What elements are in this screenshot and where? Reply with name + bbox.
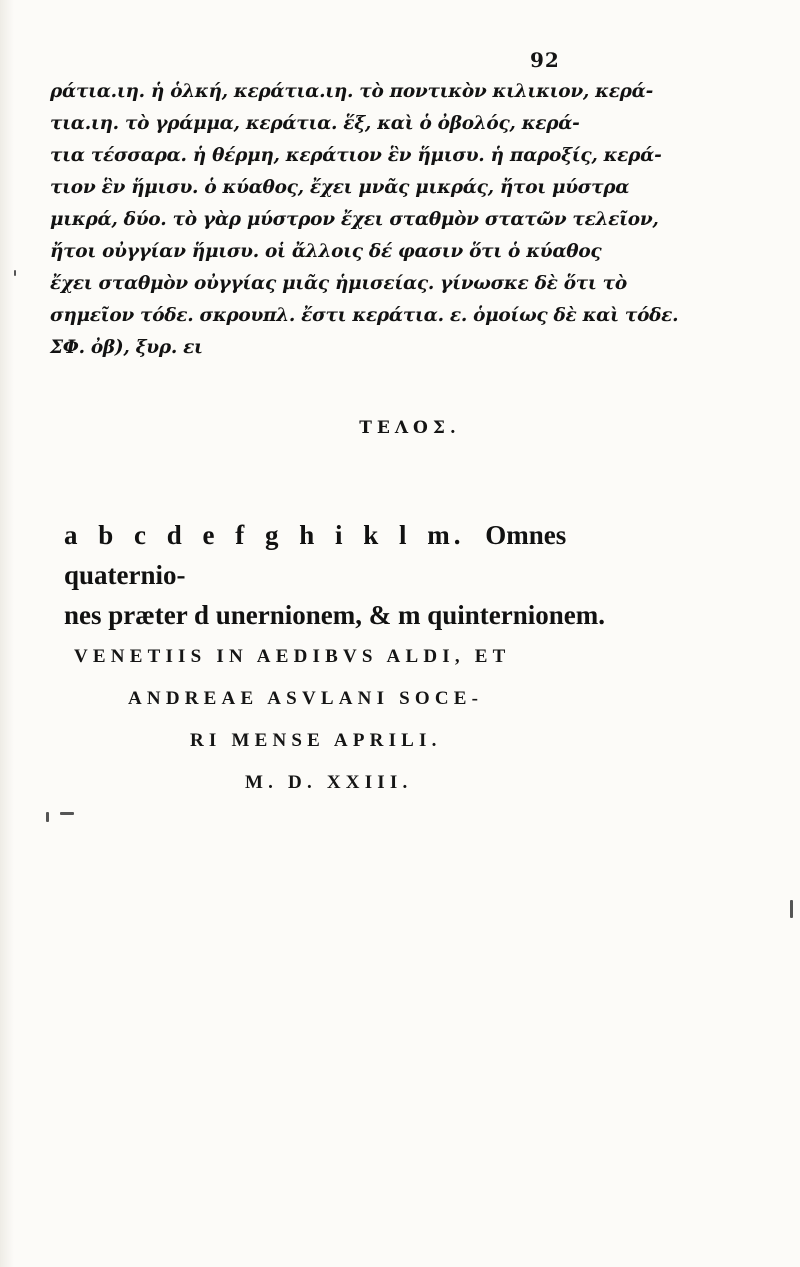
greek-line: ράτια.ιη. ἡ ὁλκή, κεράτια.ιη. τὸ ποντικὸν κιλικιον, κερά-	[50, 81, 653, 102]
telos-heading	[0, 418, 800, 438]
ink-speck	[790, 900, 793, 918]
register-line-2: nes præter d unernionem, & m quinternionem.	[64, 600, 606, 630]
greek-line: ἔχει σταθμὸν οὐγγίας μιᾶς ἡμισείας. γίνωσκε δὲ ὅτι τὸ	[50, 273, 627, 294]
colophon-line-2: ANDREAE ASVLANI SOCE-	[128, 688, 484, 709]
telos-text: ΤΕΛΟΣ.	[359, 418, 461, 438]
ink-speck	[14, 270, 16, 276]
greek-line: τιον ἓν ἥμισυ. ὁ κύαθος, ἔχει μνᾶς μικράς, ἤτοι μύστρα	[50, 177, 630, 198]
greek-line: ἤτοι οὐγγίαν ἥμισυ. οἱ ἄλλοις δέ φασιν ὅτι ὁ κύαθος	[50, 241, 602, 262]
greek-line: μικρά, δύο. τὸ γὰρ μύστρον ἔχει σταθμὸν στατῶν τελεῖον,	[50, 209, 659, 230]
page-number: 92	[530, 48, 560, 72]
greek-line: τια τέσσαρα. ἡ θέρμη, κεράτιον ἓν ἥμισυ. ἡ παροξίς, κερά-	[50, 145, 662, 166]
register-of-signatures	[64, 515, 664, 635]
register-line-1	[64, 515, 664, 595]
colophon-line-3: RI MENSE APRILI.	[190, 730, 442, 751]
greek-text-block	[50, 76, 679, 364]
greek-line: τια.ιη. τὸ γράμμα, κεράτια. ἕξ, καὶ ὁ ὀβολός, κερά-	[50, 113, 580, 134]
greek-line: ΣΦ. ὀβ), ξυρ. ει	[50, 337, 203, 358]
colophon-line-4: M. D. XXIII.	[245, 772, 413, 793]
greek-line: σημεῖον τόδε. σκρουπλ. ἔστι κεράτια. ε. ὁμοίως δὲ καὶ τόδε.	[50, 305, 679, 326]
ink-speck	[60, 812, 74, 815]
colophon-line-1: VENETIIS IN AEDIBVS ALDI, ET	[74, 646, 511, 667]
register-letters: a b c d e f g h i k l m.	[64, 520, 465, 550]
ink-speck	[46, 812, 49, 822]
register-text-1: Omnes quaternio-	[64, 520, 567, 590]
